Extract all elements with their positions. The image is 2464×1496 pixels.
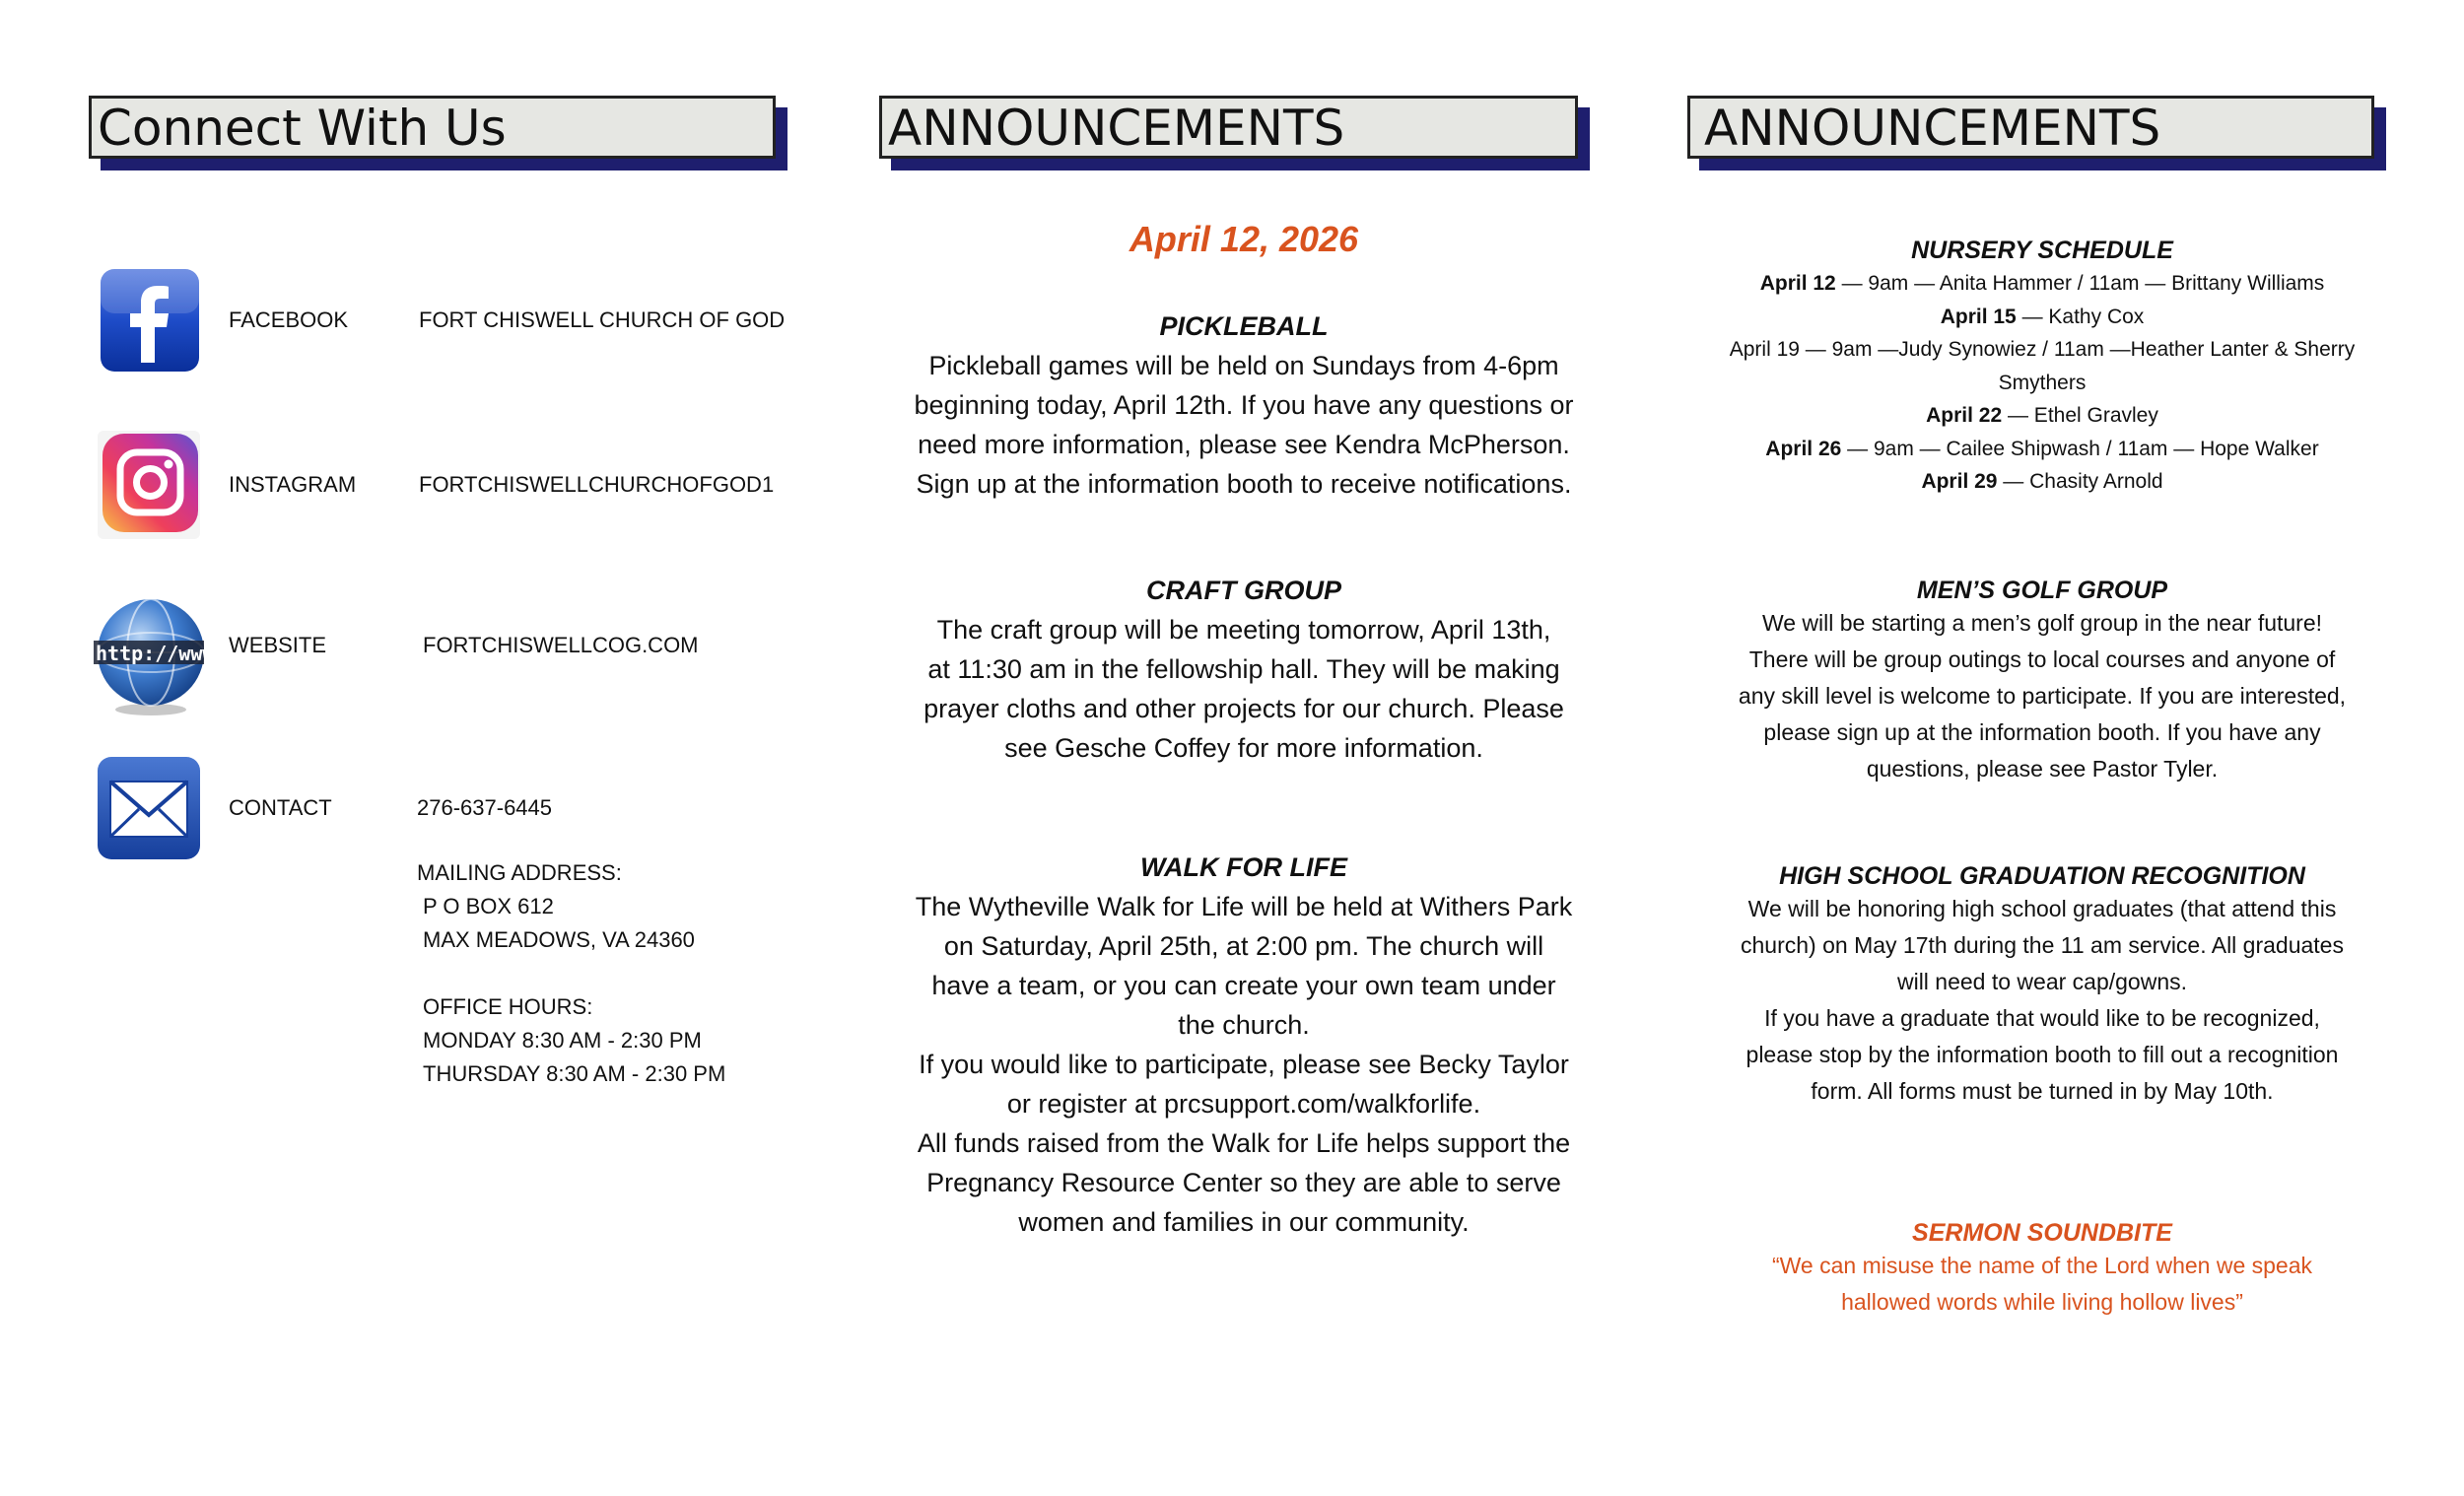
facebook-row[interactable] xyxy=(94,266,803,374)
graduation-line: please stop by the information booth to fill out a recognition xyxy=(1745,1042,2339,1067)
contact-label: CONTACT xyxy=(229,795,332,820)
mens-golf-line: any skill level is welcome to participate. If you are interested, xyxy=(1738,683,2347,709)
walk-for-life-line: If you would like to participate, please see Becky Taylor xyxy=(919,1050,1569,1079)
mailing-line-2: MAX MEADOWS, VA 24360 xyxy=(423,927,695,952)
announcements-heading-right: ANNOUNCEMENTS xyxy=(1687,96,2374,159)
graduation-line: form. All forms must be turned in by May 10th. xyxy=(1811,1078,2274,1104)
nursery-row: April 19 — 9am —Judy Synowiez / 11am —Heather Lanter & Sherry xyxy=(1729,338,2356,361)
globe-icon-text: http://www xyxy=(96,642,204,665)
mailing-label: MAILING ADDRESS: xyxy=(417,860,622,885)
walk-for-life-line: women and families in our community. xyxy=(1018,1207,1470,1237)
website-value[interactable]: FORTCHISWELLCOG.COM xyxy=(423,633,699,657)
contact-row[interactable] xyxy=(94,754,803,862)
facebook-label: FACEBOOK xyxy=(229,307,349,332)
nursery-row: April 15 — Kathy Cox xyxy=(1940,305,2145,328)
craft-group-line: see Gesche Coffey for more information. xyxy=(1004,733,1483,763)
instagram-value[interactable]: FORTCHISWELLCHURCHOFGOD1 xyxy=(419,472,775,497)
nursery-row: April 22 — Ethel Gravley xyxy=(1926,404,2158,427)
walk-for-life-line: Pregnancy Resource Center so they are able to serve xyxy=(926,1168,1561,1197)
nursery-row: April 26 — 9am — Cailee Shipwash / 11am — Hope Walker xyxy=(1765,437,2319,460)
nursery-row: Smythers xyxy=(1998,371,2087,394)
mailing-address-block xyxy=(417,856,725,1091)
announcements-heading-middle: ANNOUNCEMENTS xyxy=(879,96,1578,159)
mens-golf-title: MEN’S GOLF GROUP xyxy=(1916,577,2168,604)
nursery-schedule-title: NURSERY SCHEDULE xyxy=(1911,237,2173,264)
mens-golf-line: please sign up at the information booth. If you have any xyxy=(1763,719,2321,745)
pickleball-section xyxy=(889,311,1599,504)
walk-for-life-line: All funds raised from the Walk for Life helps support the xyxy=(917,1128,1571,1158)
craft-group-line: The craft group will be meeting tomorrow, April 13th, xyxy=(936,615,1551,645)
mens-golf-line: We will be starting a men’s golf group in the near future! xyxy=(1761,610,2323,636)
contact-value[interactable]: 276-637-6445 xyxy=(417,795,553,820)
mens-golf-section xyxy=(1687,577,2397,787)
nursery-row: April 29 — Chasity Arnold xyxy=(1921,470,2163,493)
facebook-value[interactable]: FORT CHISWELL CHURCH OF GOD xyxy=(419,307,786,332)
pickleball-title: PICKLEBALL xyxy=(1159,311,1329,341)
facebook-icon[interactable] xyxy=(94,266,204,374)
pickleball-line: Sign up at the information booth to receive notifications. xyxy=(916,469,1572,499)
pickleball-line: Pickleball games will be held on Sundays from 4-6pm xyxy=(928,351,1559,380)
sermon-soundbite-title: SERMON SOUNDBITE xyxy=(1912,1219,2172,1247)
walk-for-life-line: the church. xyxy=(1178,1010,1310,1040)
graduation-line: If you have a graduate that would like to be recognized, xyxy=(1764,1005,2320,1031)
office-hours-line-1: MONDAY 8:30 AM - 2:30 PM xyxy=(423,1028,702,1053)
instagram-label: INSTAGRAM xyxy=(229,472,357,497)
sermon-soundbite-line: hallowed words while living hollow lives” xyxy=(1841,1289,2243,1315)
walk-for-life-line: or register at prcsupport.com/walkforlife. xyxy=(1006,1089,1481,1119)
connect-heading: Connect With Us xyxy=(89,96,776,159)
walk-for-life-line: The Wytheville Walk for Life will be held at Withers Park xyxy=(915,892,1573,921)
walk-for-life-line: have a team, or you can create your own team under xyxy=(931,971,1556,1000)
graduation-line: We will be honoring high school graduates (that attend this xyxy=(1747,896,2337,921)
office-hours-label: OFFICE HOURS: xyxy=(423,994,593,1019)
website-row[interactable] xyxy=(94,593,803,702)
craft-group-title: CRAFT GROUP xyxy=(1146,576,1341,605)
craft-group-line: prayer cloths and other projects for our church. Please xyxy=(924,694,1564,723)
globe-icon[interactable] xyxy=(94,593,204,702)
envelope-icon[interactable] xyxy=(94,754,204,862)
bulletin-date: April 12, 2026 xyxy=(1129,219,1359,259)
craft-group-section xyxy=(889,576,1599,768)
instagram-icon[interactable] xyxy=(94,431,204,539)
graduation-title: HIGH SCHOOL GRADUATION RECOGNITION xyxy=(1779,862,2305,890)
instagram-row[interactable] xyxy=(94,431,803,539)
walk-for-life-line: on Saturday, April 25th, at 2:00 pm. The church will xyxy=(943,931,1544,961)
nursery-row: April 12 — 9am — Anita Hammer / 11am — Brittany Williams xyxy=(1759,272,2325,295)
graduation-line: church) on May 17th during the 11 am service. All graduates xyxy=(1741,932,2344,958)
pickleball-line: beginning today, April 12th. If you have any questions or xyxy=(914,390,1574,420)
mens-golf-line: questions, please see Pastor Tyler. xyxy=(1866,756,2219,782)
walk-for-life-section xyxy=(889,852,1599,1242)
office-hours-line-2: THURSDAY 8:30 AM - 2:30 PM xyxy=(423,1061,726,1086)
sermon-soundbite-line: “We can misuse the name of the Lord when we speak xyxy=(1771,1253,2313,1278)
mailing-line-1: P O BOX 612 xyxy=(423,894,554,918)
mens-golf-line: There will be group outings to local courses and anyone of xyxy=(1748,646,2336,672)
website-label: WEBSITE xyxy=(229,633,327,657)
walk-for-life-title: WALK FOR LIFE xyxy=(1140,852,1347,882)
graduation-line: will need to wear cap/gowns. xyxy=(1896,969,2188,994)
sermon-soundbite-section xyxy=(1687,1219,2397,1321)
nursery-schedule-section xyxy=(1687,237,2397,499)
pickleball-line: need more information, please see Kendra McPherson. xyxy=(918,430,1570,459)
graduation-section xyxy=(1687,862,2397,1110)
craft-group-line: at 11:30 am in the fellowship hall. They will be making xyxy=(927,654,1560,684)
